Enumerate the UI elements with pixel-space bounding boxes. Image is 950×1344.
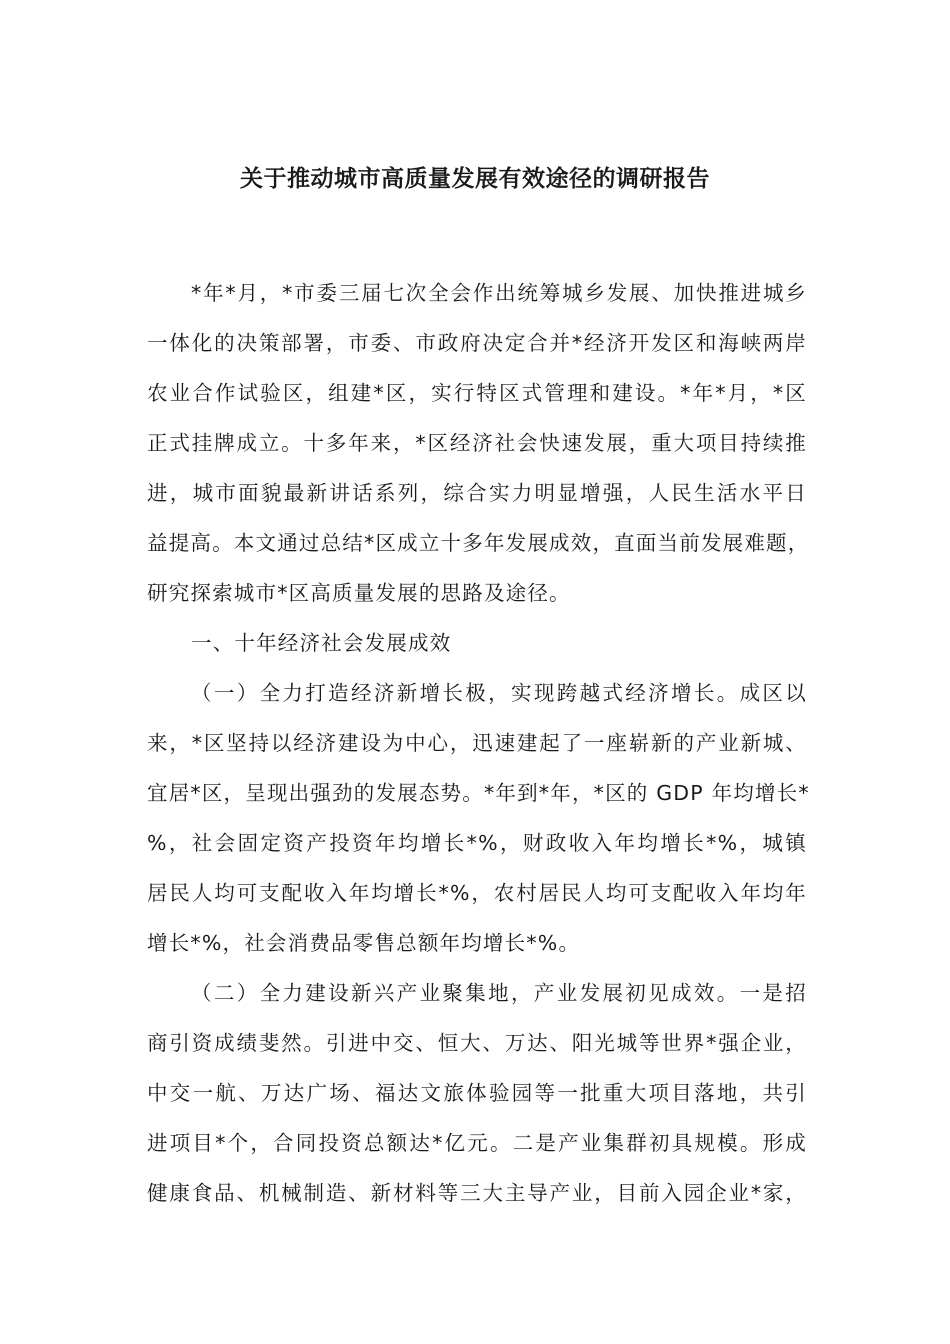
paragraph-line: 宜居*区，呈现出强劲的发展态势。*年到*年，*区的 GDP 年均增长* [147,781,810,805]
paragraph-line: 农业合作试验区，组建*区，实行特区式管理和建设。*年*月，*区 [147,381,807,405]
paragraph-line: 居民人均可支配收入年均增长*%，农村居民人均可支配收入年均年 [147,881,807,905]
paragraph-line: *年*月，*市委三届七次全会作出统筹城乡发展、加快推进城乡 [191,281,807,305]
paragraph-line: 健康食品、机械制造、新材料等三大主导产业，目前入园企业*家， [147,1181,807,1205]
paragraph-line: 商引资成绩斐然。引进中交、恒大、万达、阳光城等世界*强企业， [147,1031,807,1055]
paragraph-line: 一体化的决策部署，市委、市政府决定合并*经济开发区和海峡两岸 [147,331,807,355]
paragraph-line: 中交一航、万达广场、福达文旅体验园等一批重大项目落地，共引 [147,1081,807,1105]
paragraph-line: 增长*%，社会消费品零售总额年均增长*%。 [147,931,581,955]
document-title: 关于推动城市高质量发展有效途径的调研报告 [240,165,710,192]
paragraph-line: （二）全力建设新兴产业聚集地，产业发展初见成效。一是招 [191,981,807,1005]
paragraph-line: 益提高。本文通过总结*区成立十多年发展成效，直面当前发展难题， [147,531,810,555]
paragraph-line: 来，*区坚持以经济建设为中心，迅速建起了一座崭新的产业新城、 [147,731,807,755]
paragraph-line: 进，城市面貌最新讲话系列，综合实力明显增强，人民生活水平日 [147,481,807,505]
paragraph-line: 研究探索城市*区高质量发展的思路及途径。 [147,581,571,605]
section-heading: 一、十年经济社会发展成效 [191,631,452,655]
paragraph-line: 正式挂牌成立。十多年来，*区经济社会快速发展，重大项目持续推 [147,431,807,455]
paragraph-line: 进项目*个，合同投资总额达*亿元。二是产业集群初具规模。形成 [147,1131,807,1155]
paragraph-line: （一）全力打造经济新增长极，实现跨越式经济增长。成区以 [191,681,807,705]
paragraph-line: %，社会固定资产投资年均增长*%，财政收入年均增长*%，城镇 [147,831,807,855]
document-body [147,278,810,1228]
